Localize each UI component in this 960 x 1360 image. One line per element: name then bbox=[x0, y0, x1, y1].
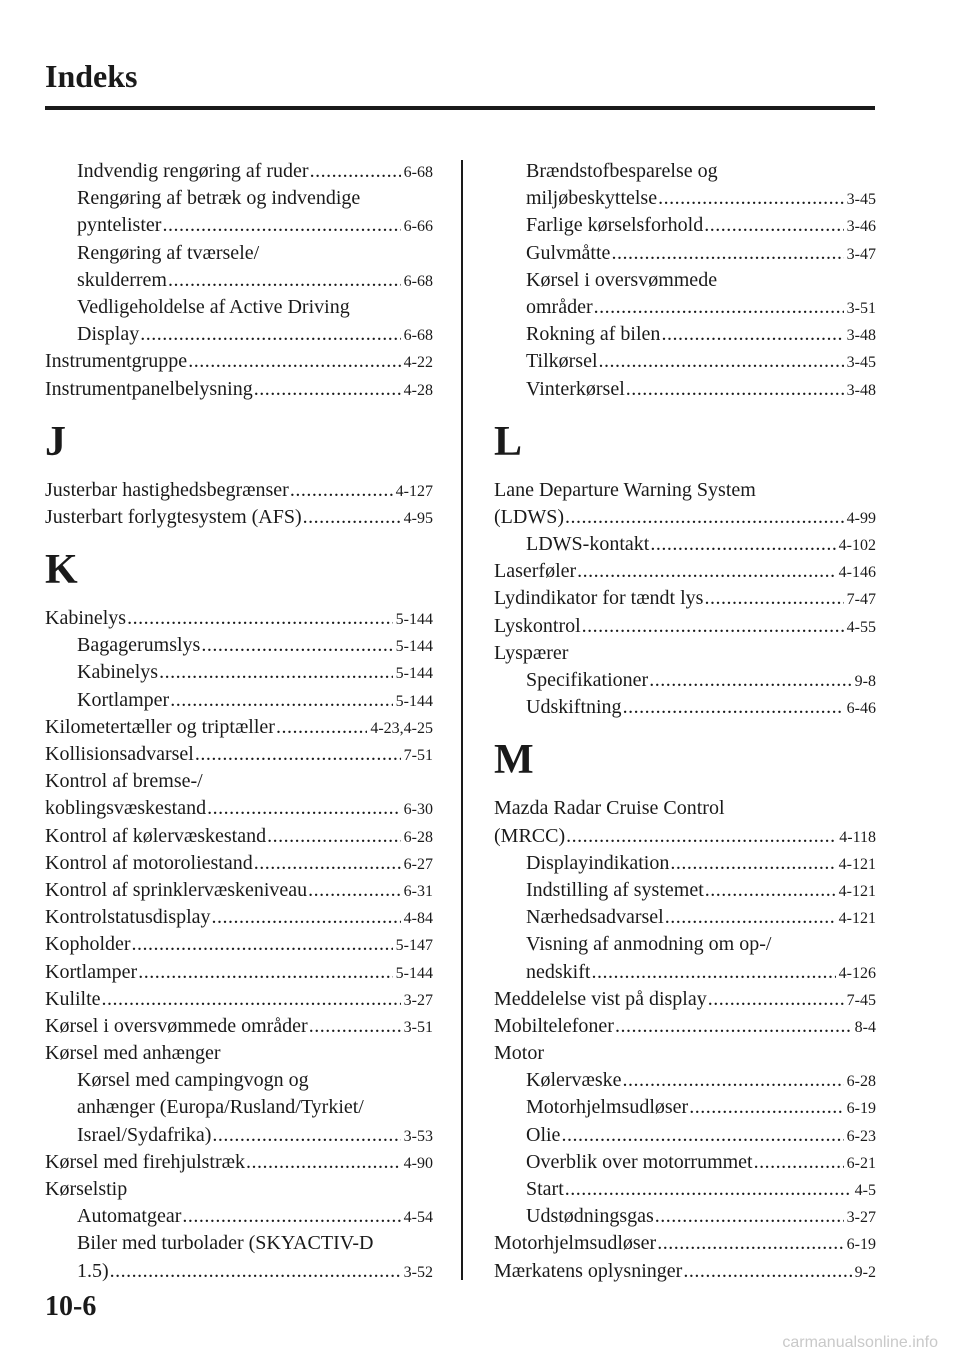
page-reference: 4-95 bbox=[403, 509, 433, 527]
index-entry bbox=[45, 1149, 433, 1176]
page-reference: 4-102 bbox=[838, 537, 876, 555]
index-subentry bbox=[45, 267, 433, 294]
dot-leader bbox=[132, 931, 393, 958]
index-subentry bbox=[494, 877, 876, 904]
dot-leader bbox=[207, 795, 401, 822]
dot-leader bbox=[110, 1258, 401, 1285]
entry-text: Vedligeholdelse af Active Driving bbox=[77, 295, 350, 318]
index-letter-heading: M bbox=[494, 737, 534, 784]
index-subentry bbox=[494, 667, 876, 694]
page-reference: 9-8 bbox=[854, 673, 876, 690]
index-entry bbox=[494, 823, 876, 850]
dot-leader bbox=[254, 850, 401, 877]
index-entry bbox=[494, 795, 876, 822]
page-reference: 7-47 bbox=[846, 591, 876, 609]
index-entry bbox=[45, 768, 433, 795]
index-entry bbox=[494, 1040, 876, 1067]
index-subentry bbox=[494, 294, 876, 321]
entry-text: Instrumentpanelbelysning bbox=[45, 377, 253, 400]
dot-leader bbox=[254, 376, 401, 403]
dot-leader bbox=[582, 613, 844, 640]
entry-text: Lyskontrol bbox=[494, 614, 581, 637]
entry-text: Displayindikation bbox=[526, 851, 670, 874]
page-reference: 3-45 bbox=[846, 191, 876, 209]
index-subentry bbox=[45, 294, 433, 321]
page-reference: 6-68 bbox=[403, 327, 433, 345]
entry-text: Kølervæske bbox=[526, 1069, 622, 1092]
index-subentry bbox=[494, 959, 876, 986]
index-entry bbox=[45, 986, 433, 1013]
entry-text: (LDWS) bbox=[494, 505, 564, 528]
entry-text: koblingsvæskestand bbox=[45, 797, 207, 820]
index-subentry bbox=[494, 240, 876, 267]
index-subentry bbox=[45, 1203, 433, 1230]
page-reference: 4-54 bbox=[403, 1209, 433, 1227]
index-subentry bbox=[494, 158, 876, 185]
dot-leader bbox=[708, 986, 844, 1013]
index-subentry bbox=[494, 850, 876, 877]
dot-leader bbox=[623, 694, 844, 721]
page-reference: 4-118 bbox=[839, 828, 876, 846]
dot-leader bbox=[170, 687, 392, 714]
dot-leader bbox=[308, 877, 401, 904]
page-reference: 4-84 bbox=[403, 910, 433, 928]
entry-text: Nærhedsadvarsel bbox=[526, 906, 664, 929]
dot-leader bbox=[704, 212, 843, 239]
entry-text: områder bbox=[526, 295, 593, 318]
dot-leader bbox=[591, 959, 835, 986]
dot-leader bbox=[665, 904, 836, 931]
page-reference: 3-48 bbox=[846, 381, 876, 399]
page-reference: 6-66 bbox=[403, 218, 433, 236]
dot-leader bbox=[657, 1230, 843, 1257]
dot-leader bbox=[649, 667, 851, 694]
dot-leader bbox=[594, 294, 844, 321]
page-reference: 6-28 bbox=[846, 1073, 876, 1091]
index-letter-heading: L bbox=[494, 418, 523, 465]
page-reference: 3-51 bbox=[403, 1018, 433, 1036]
index-entry bbox=[494, 558, 876, 585]
entry-text: Specifikationer bbox=[526, 669, 649, 691]
index-entry bbox=[45, 904, 433, 931]
page-reference: 6-28 bbox=[403, 828, 433, 846]
dot-leader bbox=[310, 158, 401, 185]
index-entry bbox=[45, 741, 433, 768]
index-subentry bbox=[494, 931, 876, 958]
entry-text: Olie bbox=[526, 1123, 561, 1146]
index-subentry bbox=[494, 1094, 876, 1121]
entry-text: Kortlamper bbox=[77, 688, 170, 711]
entry-text: Brændstofbesparelse og bbox=[526, 160, 718, 182]
index-entry bbox=[45, 348, 433, 375]
page-reference: 6-23 bbox=[846, 1127, 876, 1145]
dot-leader bbox=[195, 741, 401, 768]
entry-text: Lydindikator for tændt lys bbox=[494, 587, 704, 610]
entry-text: Justerbart forlygtesystem (AFS) bbox=[45, 505, 302, 528]
dot-leader bbox=[599, 348, 844, 375]
page-reference: 6-68 bbox=[403, 272, 433, 290]
entry-text: Mobiltelefoner bbox=[494, 1014, 614, 1037]
index-entry bbox=[45, 959, 433, 986]
dot-leader bbox=[670, 850, 835, 877]
index-subentry bbox=[494, 1149, 876, 1176]
entry-text: Rengøring af betræk og indvendige bbox=[77, 187, 361, 210]
page-reference: 6-46 bbox=[846, 700, 876, 718]
entry-text: Visning af anmodning om op-/ bbox=[526, 933, 772, 956]
dot-leader bbox=[290, 477, 393, 504]
entry-text: Israel/Sydafrika) bbox=[77, 1123, 212, 1146]
dot-leader bbox=[661, 321, 843, 348]
index-subentry bbox=[45, 1122, 433, 1149]
dot-leader bbox=[623, 1067, 844, 1094]
dot-leader bbox=[267, 823, 401, 850]
entry-text: Justerbar hastighedsbegrænser bbox=[45, 478, 289, 501]
index-subentry bbox=[494, 1176, 876, 1203]
page-reference: 3-47 bbox=[846, 245, 876, 263]
index-letter-heading: J bbox=[45, 418, 66, 465]
dot-leader bbox=[626, 376, 844, 403]
index-entry bbox=[494, 986, 876, 1013]
page-reference: 5-144 bbox=[395, 638, 433, 656]
page-reference: 4-121 bbox=[838, 882, 876, 900]
index-subentry bbox=[494, 1203, 876, 1230]
page-reference: 6-68 bbox=[403, 164, 433, 181]
dot-leader bbox=[611, 240, 843, 267]
entry-text: Display bbox=[77, 323, 140, 346]
entry-text: Kontrolstatusdisplay bbox=[45, 906, 211, 929]
dot-leader bbox=[127, 605, 393, 632]
page-reference: 4-90 bbox=[403, 1154, 433, 1172]
entry-text: 1.5) bbox=[77, 1259, 109, 1282]
index-entry bbox=[494, 1230, 876, 1257]
entry-text: Mærkatens oplysninger bbox=[494, 1259, 683, 1282]
entry-text: Biler med turbolader (SKYACTIV-D bbox=[77, 1232, 374, 1255]
index-subentry bbox=[45, 687, 433, 714]
page-reference: 4-28 bbox=[403, 381, 433, 399]
dot-leader bbox=[182, 1203, 400, 1230]
page-reference: 9-2 bbox=[854, 1263, 876, 1281]
index-subentry bbox=[494, 904, 876, 931]
index-subentry bbox=[494, 694, 876, 721]
index-entry bbox=[45, 877, 433, 904]
index-column-left bbox=[45, 158, 433, 1285]
entry-text: Kilometertæller og triptæller bbox=[45, 715, 275, 738]
page-reference: 3-48 bbox=[846, 327, 876, 345]
entry-text: Automatgear bbox=[77, 1205, 182, 1228]
index-entry bbox=[45, 1013, 433, 1040]
index-entry bbox=[45, 850, 433, 877]
page-reference: 4-99 bbox=[846, 509, 876, 527]
entry-text: Mazda Radar Cruise Control bbox=[494, 797, 725, 820]
entry-text: pyntelister bbox=[77, 214, 162, 237]
index-entry bbox=[45, 1040, 433, 1067]
page-reference: 4-127 bbox=[395, 482, 433, 500]
index-subentry bbox=[494, 185, 876, 212]
page-reference: 7-51 bbox=[403, 747, 433, 764]
index-subentry bbox=[45, 1258, 433, 1285]
dot-leader bbox=[102, 986, 401, 1013]
dot-leader bbox=[655, 1203, 844, 1230]
entry-text: Rengøring af tværsele/ bbox=[77, 241, 260, 264]
page-reference: 3-45 bbox=[846, 354, 876, 372]
index-subentry bbox=[494, 267, 876, 294]
page-reference: 4-55 bbox=[846, 618, 876, 636]
index-entry bbox=[494, 585, 876, 612]
index-entry bbox=[45, 605, 433, 632]
page-reference: 3-52 bbox=[403, 1263, 433, 1281]
index-subentry bbox=[45, 1094, 433, 1121]
entry-text: Start bbox=[526, 1178, 564, 1200]
entry-text: Kontrol af motoroliestand bbox=[45, 851, 253, 874]
entry-text: Udskiftning bbox=[526, 696, 622, 719]
entry-text: Tilkørsel bbox=[526, 350, 598, 373]
page-reference: 3-27 bbox=[846, 1209, 876, 1227]
index-subentry bbox=[494, 212, 876, 239]
index-subentry bbox=[45, 321, 433, 348]
entry-text: Meddelelse vist på display bbox=[494, 987, 707, 1010]
page-reference: 5-144 bbox=[395, 964, 433, 982]
entry-text: (MRCC) bbox=[494, 824, 566, 847]
entry-text: LDWS-kontakt bbox=[526, 533, 650, 556]
dot-leader bbox=[276, 714, 367, 741]
entry-text: Instrumentgruppe bbox=[45, 350, 188, 373]
entry-text: Vinterkørsel bbox=[526, 377, 625, 400]
page-reference: 3-46 bbox=[846, 218, 876, 236]
entry-text: Rokning af bilen bbox=[526, 323, 661, 346]
index-entry bbox=[494, 640, 876, 667]
dot-leader bbox=[683, 1258, 851, 1285]
entry-text: Motorhjelmsudløser bbox=[494, 1232, 657, 1255]
dot-leader bbox=[212, 904, 401, 931]
entry-text: Kabinelys bbox=[77, 661, 159, 684]
index-subentry bbox=[494, 321, 876, 348]
page-reference: 7-45 bbox=[846, 991, 876, 1009]
entry-text: anhænger (Europa/Rusland/Tyrkiet/ bbox=[77, 1096, 364, 1119]
index-subentry bbox=[494, 1067, 876, 1094]
index-letter-heading: K bbox=[45, 547, 78, 594]
page-reference: 6-19 bbox=[846, 1100, 876, 1118]
index-entry bbox=[45, 1176, 433, 1203]
index-subentry bbox=[45, 158, 433, 185]
entry-text: Kopholder bbox=[45, 933, 131, 956]
index-subentry bbox=[45, 659, 433, 686]
dot-leader bbox=[577, 558, 836, 585]
dot-leader bbox=[140, 321, 400, 348]
dot-leader bbox=[246, 1149, 401, 1176]
entry-text: Lyspærer bbox=[494, 641, 569, 664]
page-reference: 4-5 bbox=[854, 1182, 876, 1199]
index-entry bbox=[494, 504, 876, 531]
page-reference: 3-51 bbox=[846, 299, 876, 317]
page-reference: 6-19 bbox=[846, 1236, 876, 1254]
entry-text: Farlige kørselsforhold bbox=[526, 214, 704, 237]
entry-text: Kabinelys bbox=[45, 607, 127, 630]
dot-leader bbox=[168, 267, 401, 294]
index-entry bbox=[45, 376, 433, 403]
dot-leader bbox=[138, 959, 392, 986]
entry-text: Kulilte bbox=[45, 987, 101, 1010]
page-reference: 6-27 bbox=[403, 855, 433, 873]
page-reference: 3-27 bbox=[403, 991, 433, 1009]
index-entry bbox=[45, 931, 433, 958]
index-entry bbox=[494, 613, 876, 640]
page-reference: 6-21 bbox=[846, 1154, 876, 1172]
index-column-right bbox=[494, 158, 876, 1285]
index-entry bbox=[45, 823, 433, 850]
index-subentry bbox=[45, 1067, 433, 1094]
page-reference: 5-147 bbox=[395, 937, 433, 955]
entry-text: Kørsel i oversvømmede områder bbox=[45, 1014, 308, 1037]
index-entry bbox=[45, 504, 433, 531]
page-reference: 8-4 bbox=[854, 1018, 876, 1036]
entry-text: Kørsel med anhænger bbox=[45, 1042, 221, 1065]
entry-text: Lane Departure Warning System bbox=[494, 478, 756, 501]
dot-leader bbox=[565, 1176, 852, 1203]
page-reference: 4-23,4-25 bbox=[370, 719, 433, 737]
entry-text: Overblik over motorrummet bbox=[526, 1150, 753, 1173]
dot-leader bbox=[303, 504, 401, 531]
header-rule bbox=[45, 106, 875, 110]
dot-leader bbox=[188, 348, 400, 375]
dot-leader bbox=[650, 531, 835, 558]
dot-leader bbox=[615, 1013, 852, 1040]
entry-text: Motor bbox=[494, 1042, 544, 1065]
dot-leader bbox=[754, 1149, 844, 1176]
index-subentry bbox=[45, 185, 433, 212]
dot-leader bbox=[159, 659, 393, 686]
page-reference: 3-53 bbox=[403, 1127, 433, 1145]
dot-leader bbox=[565, 504, 844, 531]
entry-text: Kørsel i oversvømmede bbox=[526, 268, 718, 291]
index-subentry bbox=[45, 240, 433, 267]
page-reference: 4-121 bbox=[838, 910, 876, 928]
entry-text: nedskift bbox=[526, 960, 591, 983]
entry-text: miljøbeskyttelse bbox=[526, 187, 658, 210]
page-title: Indeks bbox=[45, 58, 138, 94]
entry-text: Kontrol af sprinklervæskeniveau bbox=[45, 878, 308, 901]
index-subentry bbox=[45, 632, 433, 659]
page-reference: 4-22 bbox=[403, 354, 433, 372]
dot-leader bbox=[658, 185, 844, 212]
dot-leader bbox=[309, 1013, 401, 1040]
entry-text: Kollisionsadvarsel bbox=[45, 743, 194, 765]
dot-leader bbox=[201, 632, 392, 659]
entry-text: Laserføler bbox=[494, 560, 577, 583]
dot-leader bbox=[689, 1094, 843, 1121]
entry-text: Motorhjelmsudløser bbox=[526, 1096, 689, 1119]
dot-leader bbox=[566, 823, 836, 850]
dot-leader bbox=[561, 1122, 843, 1149]
dot-leader bbox=[705, 877, 836, 904]
index-subentry bbox=[494, 376, 876, 403]
entry-text: Kørsel med campingvogn og bbox=[77, 1069, 309, 1092]
index-subentry bbox=[45, 212, 433, 239]
page-reference: 4-121 bbox=[838, 855, 876, 873]
index-entry bbox=[494, 1013, 876, 1040]
page-reference: 4-126 bbox=[838, 964, 876, 982]
index-entry bbox=[494, 477, 876, 504]
index-subentry bbox=[494, 348, 876, 375]
page-reference: 5-144 bbox=[395, 611, 433, 629]
dot-leader bbox=[212, 1122, 400, 1149]
page-number: 10-6 bbox=[45, 1291, 97, 1322]
entry-text: Kortlamper bbox=[45, 960, 138, 983]
entry-text: Kontrol af kølervæskestand bbox=[45, 824, 267, 847]
page-reference: 5-144 bbox=[395, 692, 433, 710]
page-reference: 6-30 bbox=[403, 801, 433, 819]
index-subentry bbox=[494, 1122, 876, 1149]
index-entry bbox=[494, 1258, 876, 1285]
entry-text: Kontrol af bremse-/ bbox=[45, 770, 203, 793]
entry-text: Gulvmåtte bbox=[526, 241, 611, 264]
column-divider bbox=[461, 160, 463, 1280]
entry-text: Udstødningsgas bbox=[526, 1205, 654, 1228]
entry-text: Bagagerumslys bbox=[77, 634, 201, 657]
entry-text: Kørselstip bbox=[45, 1178, 128, 1200]
dot-leader bbox=[162, 212, 400, 239]
page-reference: 5-144 bbox=[395, 665, 433, 683]
entry-text: Kørsel med firehjulstræk bbox=[45, 1150, 245, 1173]
page-reference: 4-146 bbox=[838, 564, 876, 582]
dot-leader bbox=[704, 585, 843, 612]
index-entry bbox=[45, 795, 433, 822]
watermark: carmanualsonline.info bbox=[782, 1334, 938, 1351]
entry-text: Indvendig rengøring af ruder bbox=[77, 160, 309, 182]
index-subentry bbox=[45, 1230, 433, 1257]
page-reference: 6-31 bbox=[403, 882, 433, 900]
index-entry bbox=[45, 714, 433, 741]
index-subentry bbox=[494, 531, 876, 558]
entry-text: Indstilling af systemet bbox=[526, 878, 704, 901]
entry-text: skulderrem bbox=[77, 268, 167, 291]
index-entry bbox=[45, 477, 433, 504]
